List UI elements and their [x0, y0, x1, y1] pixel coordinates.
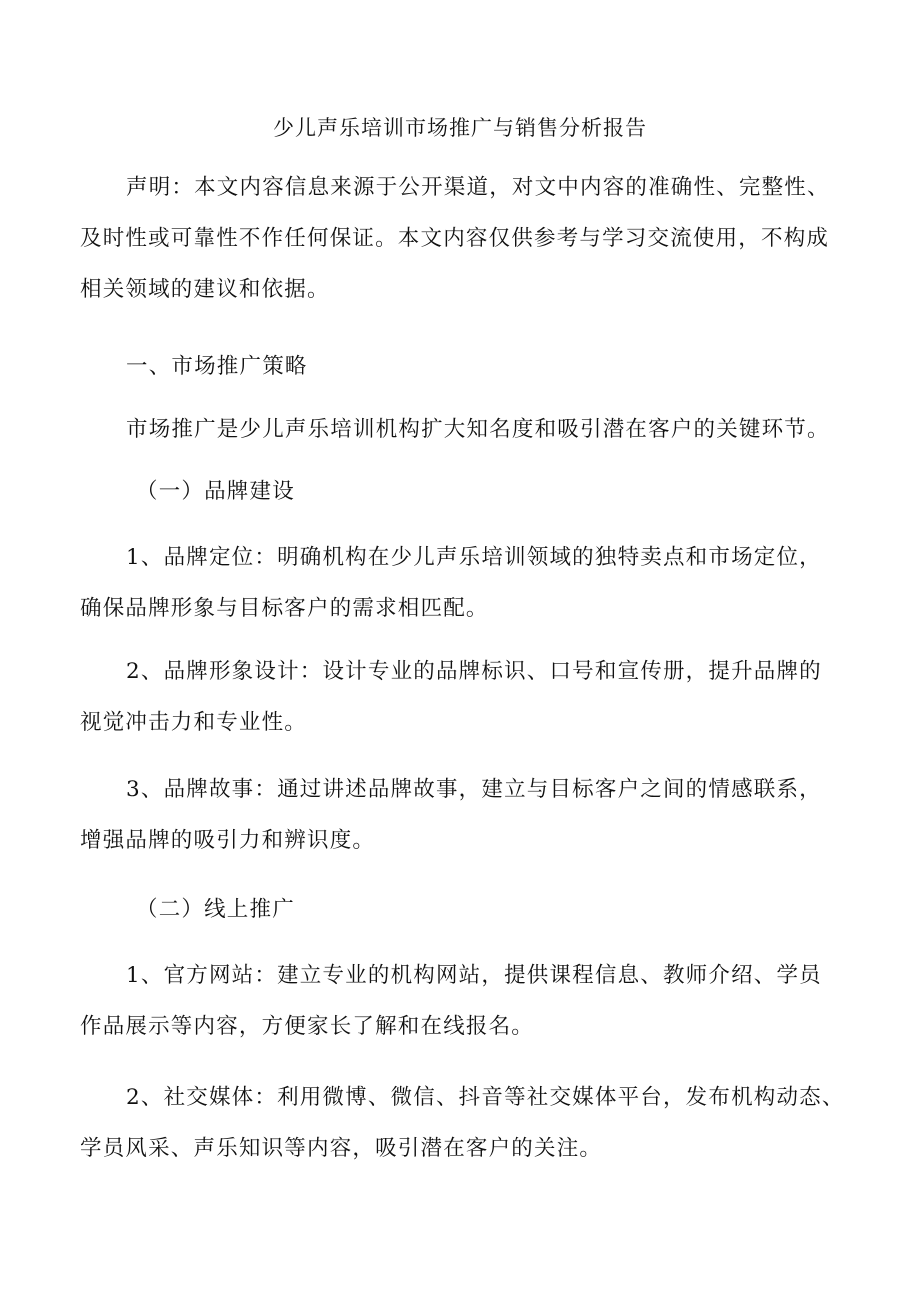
disclaimer-paragraph	[80, 162, 848, 315]
section-heading: 一、市场推广策略	[126, 354, 308, 379]
list-item-line: 学员风采、声乐知识等内容，吸引潜在客户的关注。	[80, 1136, 603, 1161]
list-item-line: 2、品牌形象设计：设计专业的品牌标识、口号和宣传册，提升品牌的	[126, 659, 822, 684]
disclaimer-line: 声明：本文内容信息来源于公开渠道，对文中内容的准确性、完整性、	[126, 175, 830, 200]
list-item-line: 1、品牌定位：明确机构在少儿声乐培训领域的独特卖点和市场定位，	[126, 545, 822, 570]
disclaimer-line: 相关领域的建议和依据。	[80, 277, 330, 302]
subsection-heading: （一）品牌建设	[136, 479, 295, 504]
list-item-line: 2、社交媒体：利用微博、微信、抖音等社交媒体平台，发布机构动态、	[126, 1085, 845, 1110]
disclaimer-line: 及时性或可靠性不作任何保证。本文内容仅供参考与学习交流使用，不构成	[80, 226, 830, 251]
list-item-line: 作品展示等内容，方便家长了解和在线报名。	[80, 1014, 535, 1039]
list-item	[80, 764, 848, 866]
list-item-line: 确保品牌形象与目标客户的需求相匹配。	[80, 596, 489, 621]
section-intro: 市场推广是少儿声乐培训机构扩大知名度和吸引潜在客户的关键环节。	[126, 417, 830, 442]
list-item	[80, 1072, 848, 1174]
list-item-line: 1、官方网站：建立专业的机构网站，提供课程信息、教师介绍、学员	[126, 963, 822, 988]
document-title: 少儿声乐培训市场推广与销售分析报告	[273, 116, 647, 140]
list-item	[80, 646, 848, 748]
list-item-line: 增强品牌的吸引力和辨识度。	[80, 828, 376, 853]
list-item	[80, 532, 848, 634]
list-item-line: 视觉冲击力和专业性。	[80, 710, 308, 735]
list-item	[80, 950, 848, 1052]
list-item-line: 3、品牌故事：通过讲述品牌故事，建立与目标客户之间的情感联系，	[126, 777, 822, 802]
subsection-heading: （二）线上推广	[136, 897, 295, 922]
